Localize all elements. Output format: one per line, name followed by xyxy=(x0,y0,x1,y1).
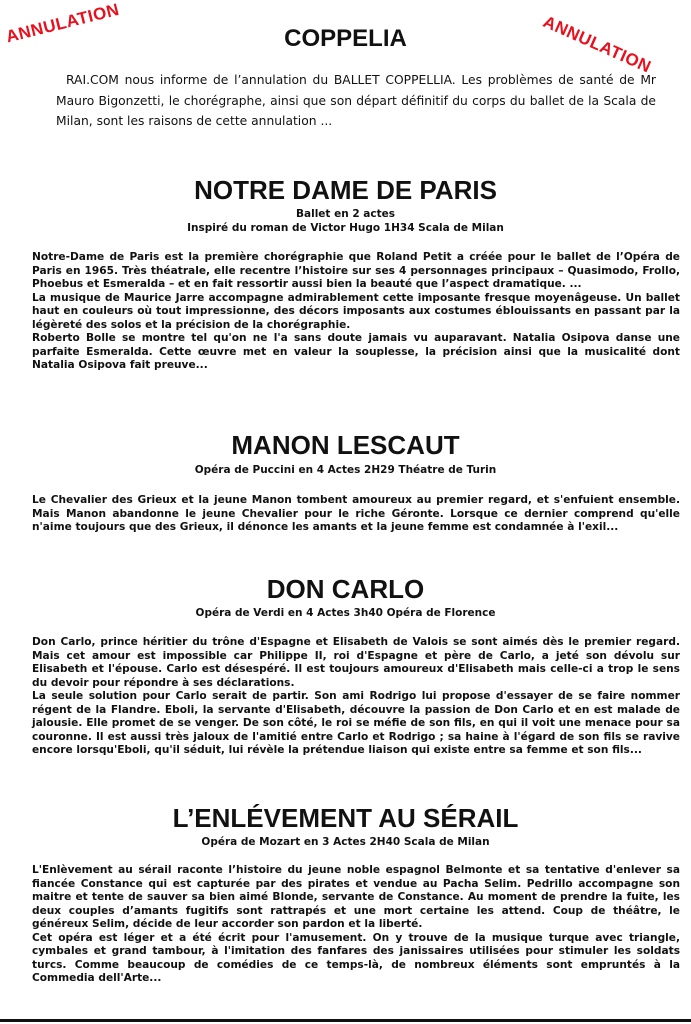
coppelia-title: COPPELIA xyxy=(284,25,407,52)
notre-dame-details: Inspiré du roman de Victor Hugo 1H34 Scala de Milan xyxy=(187,222,504,234)
don-carlo-body xyxy=(32,636,680,758)
notre-dame-subtitle: Ballet en 2 actes xyxy=(296,208,395,220)
serail-paragraph: Cet opéra est léger et a été écrit pour l'amusement. On y trouve de la musique turque avec triangle, cymbales et grand tambour, à l'imitation des fanfares des janissaires utilisées pour stimuler les soldats turcs. Comme beaucoup de comédies de ce temps-là, de nombreux éléments sont empruntés à la Commedia dell'Arte... xyxy=(32,931,680,984)
don-carlo-title: DON CARLO xyxy=(266,574,425,604)
coppelia-text xyxy=(56,70,656,132)
manon-body xyxy=(32,494,680,535)
notre-dame-body xyxy=(32,251,680,373)
serail-body xyxy=(32,864,680,986)
manon-details: Opéra de Puccini en 4 Actes 2H29 Théatre de Turin xyxy=(194,464,497,476)
serail-paragraph: L'Enlèvement au sérail raconte l’histoire du jeune noble espagnol Belmonte et sa tentative d'enlever sa fiancée Constance qui est capturée par des pirates et vendue au Pacha Selim. Pedrillo accompagne son maitre et tente de sauver sa bien aimé Blonde, servante de Constance. Au moment de prendre la fuite, les deux couples d’amants fugitifs sont rattrapés et une mort certaine les attend. Coup de théâtre, le généreux Selim, décide de leur accorder son pardon et la liberté. xyxy=(32,864,680,930)
coppelia-paragraph: RAI.COM nous informe de l’annulation du BALLET COPPELLIA. Les problèmes de santé de Mr Mauro Bigonzetti, le chorégraphe, ainsi que son départ définitif du corps du ballet de la Scala de Milan, sont les raisons de cette annulation ... xyxy=(56,73,656,128)
notre-dame-title: NOTRE DAME DE PARIS xyxy=(194,175,497,205)
serail-title: L’ENLÉVEMENT AU SÉRAIL xyxy=(172,803,519,833)
notre-dame-paragraph: Notre-Dame de Paris est la première chorégraphie que Roland Petit a créée pour le ballet de l’Opéra de Paris en 1965. Très théatrale, elle recentre l’histoire sur ses 4 personnages principaux – Quasimodo, Frollo, Phoebus et Esmeralda – et en fait ressortir aussi bien la beauté que l’aspect dramatique. ... xyxy=(32,251,680,290)
manon-title: MANON LESCAUT xyxy=(231,430,460,460)
don-carlo-details: Opéra de Verdi en 4 Actes 3h40 Opéra de Florence xyxy=(195,607,496,619)
don-carlo-paragraph: Don Carlo, prince héritier du trône d'Espagne et Elisabeth de Valois se sont aimés dès le premier regard. Mais cet amour est impossible car Philippe II, roi d'Espagne et père de Carlo, a jeté son dévolu sur Elisabeth et l'épouse. Carlo est désespéré. Il est toujours amoureux d'Elisabeth mais celle-ci a trop le sens du devoir pour répondre à ses déclarations. xyxy=(32,636,680,689)
annulation-stamp-right: ANNULATION xyxy=(540,12,655,77)
don-carlo-paragraph: La seule solution pour Carlo serait de partir. Son ami Rodrigo lui propose d'essayer de se faire nommer régent de la Flandre. Eboli, la servante d'Elisabeth, découvre la passion de Don Carlo et en est malade de jalousie. Elle promet de se venger. De son côté, le roi se méfie de son fils, en qui il voit une menace pour sa couronne. Il est aussi très jaloux de l'amitié entre Carlo et Rodrigo ; sa haine à l'égard de son fils se ravive encore lorsqu'Eboli, qu'il séduit, lui révèle la prétendue liaison qui existe entre sa femme et son fils... xyxy=(32,690,680,756)
serail-details: Opéra de Mozart en 3 Actes 2H40 Scala de Milan xyxy=(201,836,490,848)
notre-dame-paragraph: Roberto Bolle se montre tel qu'on ne l'a sans doute jamais vu auparavant. Natalia Osipova danse une parfaite Esmeralda. Cette œuvre met en valeur la souplesse, la précision ainsi que la musicalité dont Natalia Osipova fait preuve... xyxy=(32,332,680,371)
bottom-divider xyxy=(0,1019,691,1022)
notre-dame-paragraph: La musique de Maurice Jarre accompagne admirablement cette imposante fresque moyenâgeuse. Un ballet haut en couleurs où tout impressionne, des décors imposants aux costumes éblouissants en passant par la légèreté des solos et la précision de la chorégraphie. xyxy=(32,291,680,331)
annulation-stamp-left: ANNULATION xyxy=(4,0,122,47)
manon-paragraph: Le Chevalier des Grieux et la jeune Manon tombent amoureux au premier regard, et s'enfuient ensemble. Mais Manon abandonne le jeune Chevalier pour le riche Géronte. Lorsque ce dernier comprend qu'elle n'aime toujours que des Grieux, il dénonce les amants et la jeune femme est condamnée à l'exil... xyxy=(32,494,680,533)
